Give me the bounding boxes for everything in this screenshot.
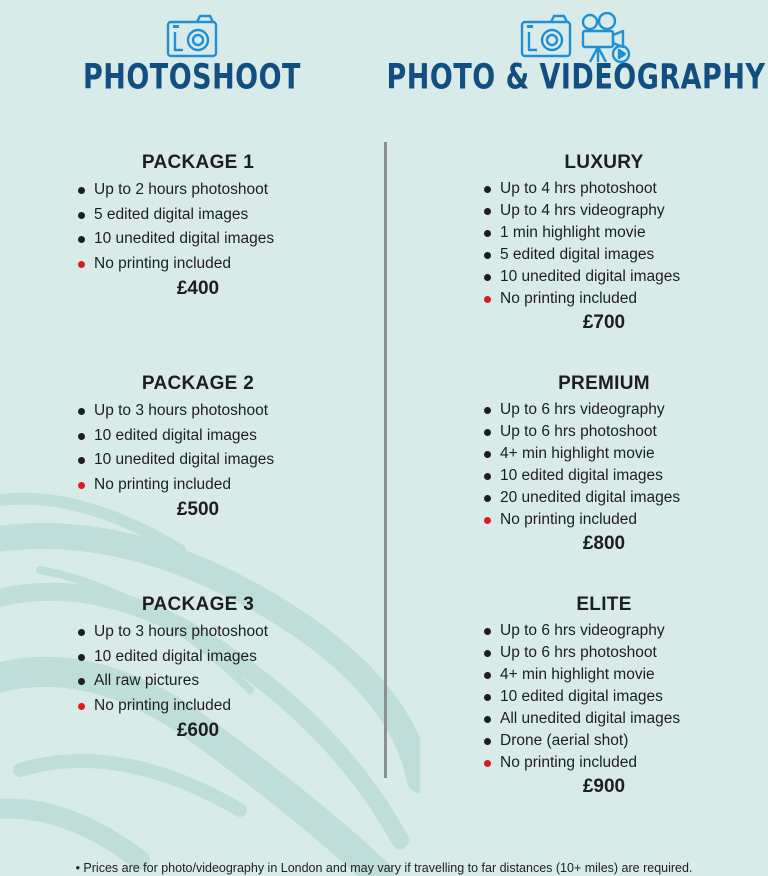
package-price: £400: [176, 278, 220, 300]
videography-title: PHOTO & VIDEOGRAPHY: [386, 57, 766, 98]
package-title: PACKAGE 3: [141, 594, 255, 615]
feature-item: 10 unedited digital images: [78, 448, 318, 473]
photoshoot-icons: [0, 12, 384, 60]
feature-item: 5 edited digital images: [484, 244, 724, 266]
feature-item: Up to 2 hours photoshoot: [78, 178, 318, 203]
package-price: £600: [176, 720, 220, 742]
camera-icon: [165, 12, 219, 60]
feature-item: Up to 6 hrs photoshoot: [484, 642, 724, 664]
premium-package-card: [484, 373, 724, 555]
feature-item: 5 edited digital images: [78, 203, 318, 228]
feature-item: All raw pictures: [78, 669, 318, 694]
feature-item: 10 edited digital images: [78, 424, 318, 449]
package-price: £500: [176, 499, 220, 521]
feature-item: Up to 6 hrs videography: [484, 620, 724, 642]
feature-item: 1 min highlight movie: [484, 222, 724, 244]
feature-item: Up to 6 hrs photoshoot: [484, 421, 724, 443]
feature-item-warning: No printing included: [484, 752, 724, 774]
package-title: PACKAGE 1: [141, 152, 255, 173]
column-divider: [384, 142, 387, 778]
feature-item: Up to 3 hours photoshoot: [78, 620, 318, 645]
feature-item: 10 edited digital images: [78, 645, 318, 670]
feature-item: Up to 3 hours photoshoot: [78, 399, 318, 424]
package-title: ELITE: [576, 594, 632, 615]
luxury-package-card: [484, 152, 724, 334]
feature-item: 20 unedited digital images: [484, 487, 724, 509]
package-1-card: [78, 152, 318, 300]
feature-item: Drone (aerial shot): [484, 730, 724, 752]
feature-item-warning: No printing included: [78, 473, 318, 498]
package-price: £700: [582, 312, 626, 333]
elite-package-card: [484, 594, 724, 798]
feature-item: 10 unedited digital images: [484, 266, 724, 288]
movie-camera-icon: [579, 12, 633, 64]
feature-item: All unedited digital images: [484, 708, 724, 730]
package-2-card: [78, 373, 318, 521]
videography-icons: [384, 12, 768, 64]
pricing-footnote: • Prices are for photo/videography in London and may vary if travelling to far distances (10+ miles) are required.: [75, 861, 693, 875]
feature-item: 10 edited digital images: [484, 686, 724, 708]
feature-item: Up to 4 hrs photoshoot: [484, 178, 724, 200]
feature-item: Up to 4 hrs videography: [484, 200, 724, 222]
package-title: PACKAGE 2: [141, 373, 255, 394]
package-title: LUXURY: [564, 152, 644, 173]
camera-icon: [519, 12, 573, 60]
feature-item: 10 edited digital images: [484, 465, 724, 487]
feature-item: Up to 6 hrs videography: [484, 399, 724, 421]
feature-item: 4+ min highlight movie: [484, 664, 724, 686]
feature-item-warning: No printing included: [484, 288, 724, 310]
package-3-card: [78, 594, 318, 742]
photoshoot-title: PHOTOSHOOT: [83, 57, 301, 98]
feature-item: 10 unedited digital images: [78, 227, 318, 252]
package-title: PREMIUM: [558, 373, 650, 394]
feature-item-warning: No printing included: [484, 509, 724, 531]
feature-item-warning: No printing included: [78, 694, 318, 719]
package-price: £900: [582, 776, 626, 797]
package-price: £800: [582, 533, 626, 554]
feature-item: 4+ min highlight movie: [484, 443, 724, 465]
feature-item-warning: No printing included: [78, 252, 318, 277]
